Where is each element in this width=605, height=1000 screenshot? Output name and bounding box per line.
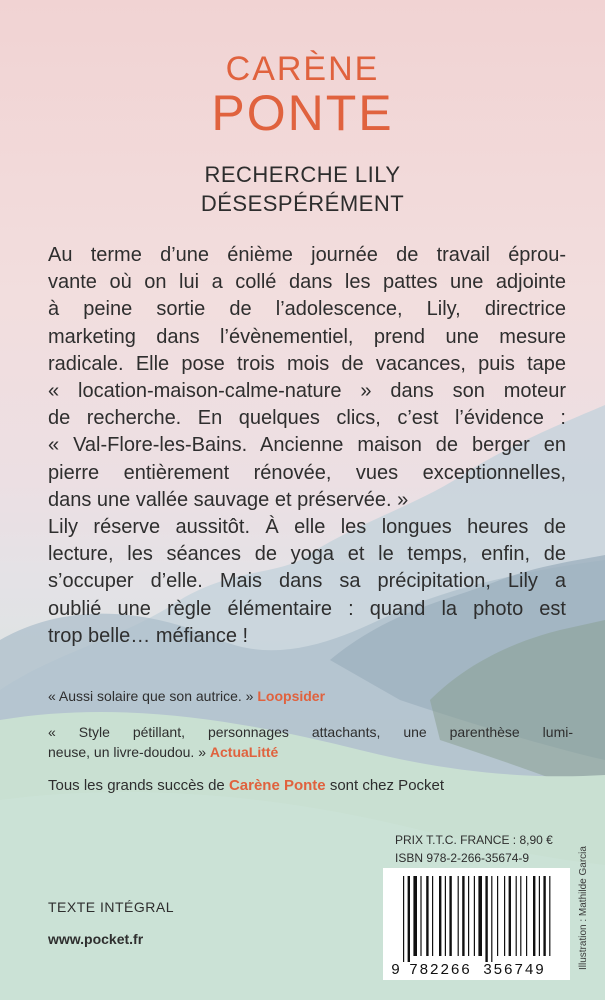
blurb-line: « location-maison-calme-nature » dans son moteur	[48, 380, 566, 403]
price-label: PRIX T.T.C. FRANCE : 8,90 €	[395, 833, 553, 847]
barcode-bar	[462, 876, 464, 956]
barcode-bar	[413, 876, 417, 956]
barcode-bars	[383, 868, 570, 980]
press-quote-text: « Aussi solaire que son autrice. »	[48, 688, 254, 704]
barcode-bar	[543, 876, 545, 956]
book-blurb	[48, 242, 566, 650]
press-quote-text: neuse, un livre-doudou. »	[48, 744, 206, 760]
author-first-name: CARÈNE	[225, 50, 380, 88]
blurb-line: marketing dans l’évènementiel, prend une mesure	[48, 325, 566, 348]
book-title-line-1: RECHERCHE LILY	[204, 162, 401, 187]
blurb-line: dans une vallée sauvage et préservée. »	[48, 488, 409, 511]
publisher-website-link[interactable]: www.pocket.fr	[48, 931, 144, 947]
barcode-bar	[520, 876, 521, 956]
barcode-bar	[449, 876, 451, 956]
barcode-bar	[497, 876, 498, 956]
press-quote-text: « Style pétillant, personnages attachants, une parenthèse lumi-	[48, 724, 573, 740]
barcode-bar	[478, 876, 482, 956]
isbn-label: ISBN 978-2-266-35674-9	[395, 851, 530, 865]
blurb-line: pierre entièrement rénovée, vues exceptionnelles,	[48, 461, 566, 484]
barcode-bar	[539, 876, 540, 956]
author-name	[0, 50, 605, 140]
barcode-digits-left: 782266	[409, 962, 472, 979]
book-title	[0, 160, 605, 218]
all-works-note: Tous les grands succès de Carène Ponte sont chez Pocket	[48, 777, 445, 794]
barcode-bar	[432, 876, 433, 956]
illustration-credit: Illustration : Mathilde Garcia	[578, 846, 589, 970]
press-quote-loopsider	[48, 686, 573, 706]
barcode-bar	[533, 876, 535, 956]
barcode-bar	[549, 876, 550, 956]
barcode-bar	[468, 876, 469, 956]
all-works-author: Carène Ponte	[228, 777, 326, 794]
barcode-bar	[474, 876, 475, 956]
author-last-name: PONTE	[211, 85, 394, 141]
blurb-line: oublié une règle élémentaire : quand la photo est	[48, 597, 566, 620]
isbn-barcode	[383, 868, 570, 980]
barcode-bar	[408, 876, 410, 962]
press-quote-source: Loopsider	[257, 688, 326, 704]
barcode-bar	[509, 876, 511, 956]
book-title-line-2: DÉSESPÉRÉMENT	[200, 191, 405, 216]
barcode-bar	[445, 876, 446, 956]
blurb-line: « Val-Flore-les-Bains. Ancienne maison de berger en	[48, 434, 566, 457]
press-quote-actualitte	[48, 722, 573, 762]
barcode-bar	[516, 876, 517, 956]
barcode-bar	[504, 876, 505, 956]
barcode-bar	[485, 876, 487, 962]
barcode-bar	[491, 876, 492, 962]
press-quote-source: ActuaLitté	[209, 744, 279, 760]
barcode-digits-right: 356749	[483, 962, 546, 979]
barcode-digit-prefix: 9	[391, 962, 401, 979]
blurb-line: Lily réserve aussitôt. À elle les longues heures de	[48, 516, 566, 539]
barcode-bar	[439, 876, 441, 956]
blurb-line: de recherche. En quelques clics, c’est l’évidence :	[48, 407, 566, 430]
blurb-line: lecture, les séances de yoga et le temps, enfin, de	[48, 543, 566, 566]
blurb-line: vante où on lui a collé dans les pattes une adjointe	[48, 271, 566, 294]
integral-text-label: TEXTE INTÉGRAL	[48, 899, 175, 915]
blurb-line: radicale. Elle pose trois mois de vacances, puis tape	[48, 352, 566, 375]
barcode-bar	[403, 876, 404, 962]
blurb-line: s’occuper d’elle. Mais dans sa précipitation, Lily a	[48, 570, 566, 593]
barcode-bar	[426, 876, 428, 956]
barcode-bar	[420, 876, 421, 956]
blurb-line: à peine sortie de l’adolescence, Lily, directrice	[48, 298, 566, 321]
blurb-line: trop belle… méfiance !	[48, 624, 249, 647]
blurb-line: Au terme d’une énième journée de travail éprou-	[48, 244, 566, 266]
barcode-bar	[526, 876, 527, 956]
price-isbn-block	[395, 831, 570, 867]
barcode-bar	[458, 876, 459, 956]
